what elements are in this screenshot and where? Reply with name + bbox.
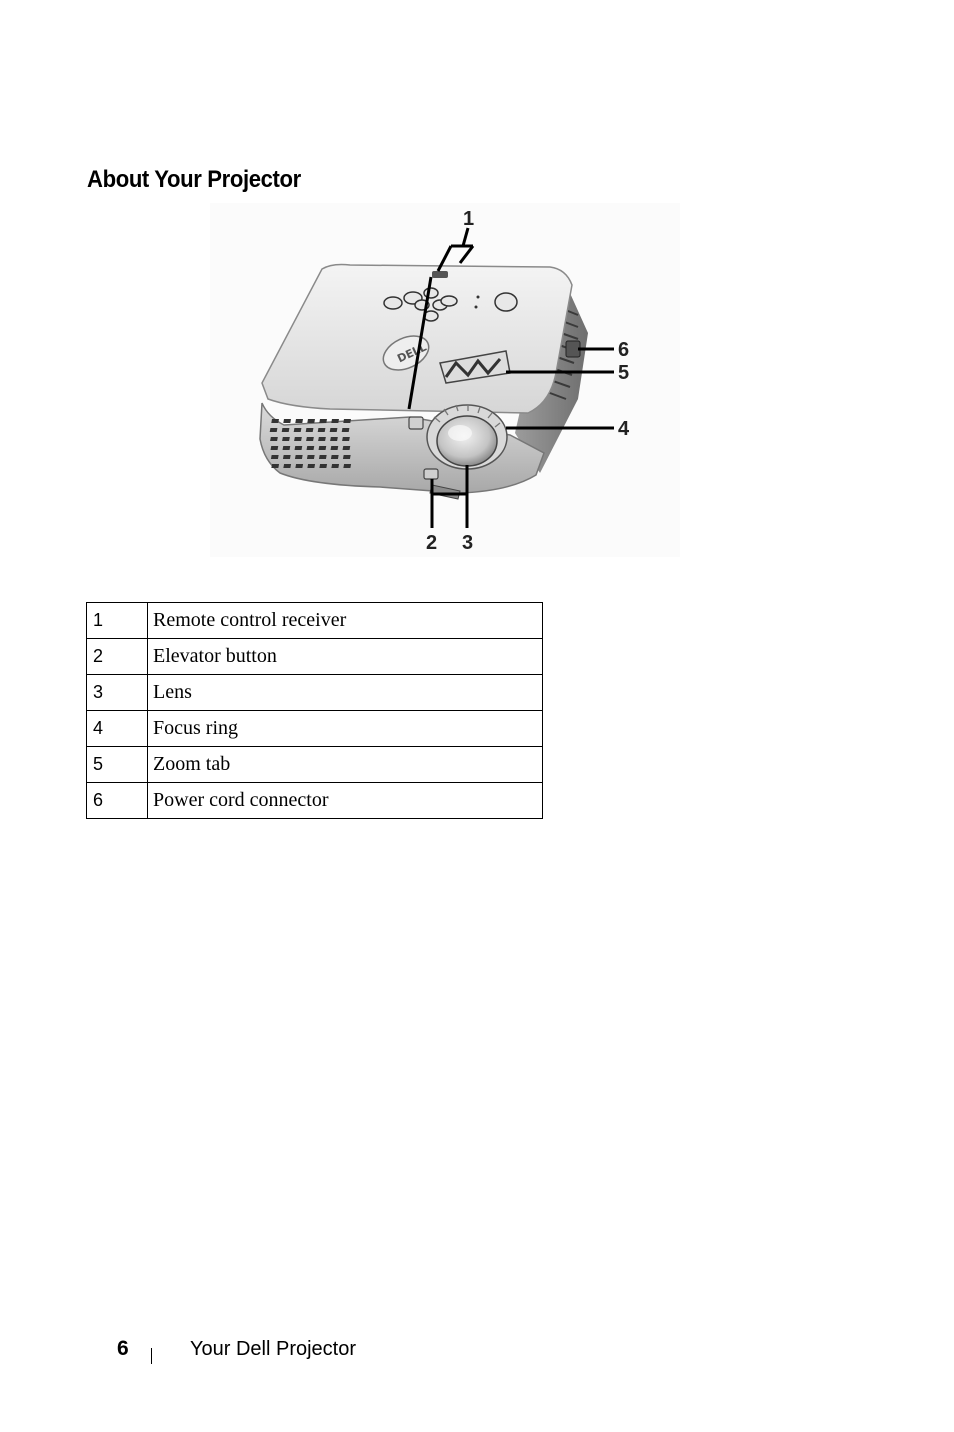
page-title: About Your Projector <box>87 166 301 193</box>
table-row <box>87 711 543 747</box>
projector-illustration <box>210 203 680 557</box>
part-number: 5 <box>87 747 148 783</box>
part-number: 3 <box>87 675 148 711</box>
power-cord-connector <box>566 341 580 357</box>
part-description: Zoom tab <box>148 747 543 783</box>
elevator-button <box>424 469 438 479</box>
table-row <box>87 603 543 639</box>
top-ir-receiver <box>432 271 448 278</box>
parts-legend-table <box>86 602 543 819</box>
table-row <box>87 747 543 783</box>
part-description: Power cord connector <box>148 783 543 819</box>
lens <box>437 416 497 466</box>
part-description: Focus ring <box>148 711 543 747</box>
callout-2: 2 <box>426 532 438 554</box>
power-button <box>495 293 517 311</box>
table-row <box>87 639 543 675</box>
callout-4: 4 <box>618 418 630 440</box>
part-number: 2 <box>87 639 148 675</box>
table-row <box>87 675 543 711</box>
dell-logo-text: DELL <box>395 340 429 366</box>
part-number: 4 <box>87 711 148 747</box>
callout-5: 5 <box>618 362 630 384</box>
control-button <box>441 296 457 306</box>
part-number: 1 <box>87 603 148 639</box>
control-button <box>384 297 402 309</box>
part-number: 6 <box>87 783 148 819</box>
control-button <box>424 288 438 298</box>
part-description: Elevator button <box>148 639 543 675</box>
front-ir-receiver <box>409 417 423 429</box>
footer-title: Your Dell Projector <box>190 1338 357 1360</box>
callout-1: 1 <box>463 208 475 230</box>
projector-figure <box>210 203 680 557</box>
footer-divider <box>151 1348 152 1364</box>
part-description: Remote control receiver <box>148 603 543 639</box>
table-row <box>87 783 543 819</box>
callout-6: 6 <box>618 339 630 361</box>
callout-3: 3 <box>462 532 474 554</box>
part-description: Lens <box>148 675 543 711</box>
page-number: 6 <box>117 1337 129 1360</box>
